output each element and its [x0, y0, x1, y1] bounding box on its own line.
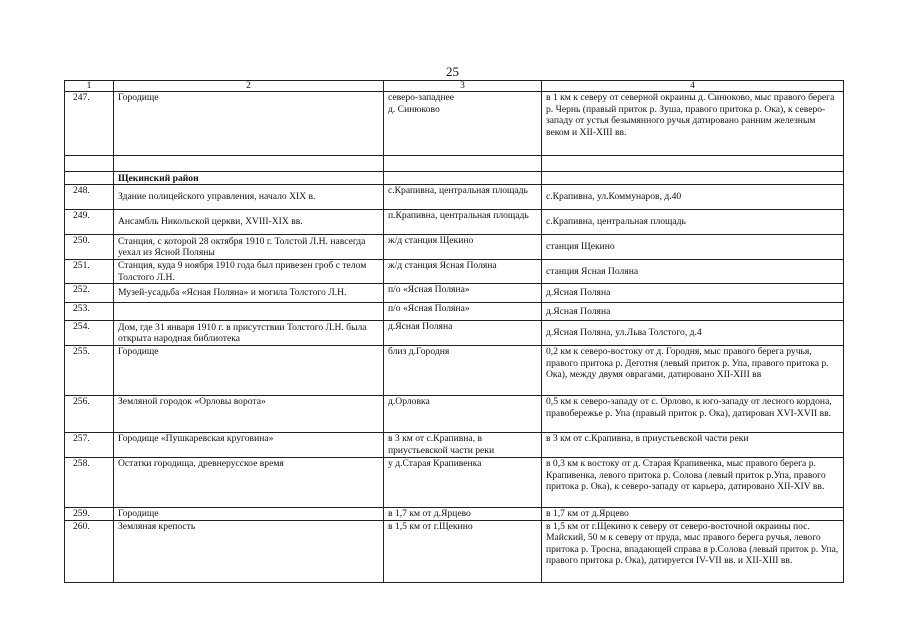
object-name-cell: Городище — [114, 92, 384, 156]
description-cell — [542, 156, 844, 172]
location-cell: ж/д станция Щекино — [384, 235, 542, 260]
object-name-cell: Здание полицейского управления, начало XIX в. — [114, 185, 384, 210]
table-row — [65, 235, 844, 260]
location-cell: в 3 км от с.Крапивна, в приустьевской части реки — [384, 433, 542, 458]
table-row — [65, 210, 844, 235]
object-name-cell: Земляная крепость — [114, 520, 384, 582]
description-cell: станция Щекино — [542, 235, 844, 260]
page-number: 25 — [446, 64, 459, 79]
table-row — [65, 508, 844, 521]
location-cell — [384, 172, 542, 185]
object-name-cell: Городище — [114, 508, 384, 521]
row-number-cell: 257. — [65, 433, 114, 458]
description-cell: в 1,7 км от д.Ярцево — [542, 508, 844, 521]
table-row — [65, 346, 844, 396]
description-cell: с.Крапивна, центральная площадь — [542, 210, 844, 235]
location-cell: с.Крапивна, центральная площадь — [384, 185, 542, 210]
object-name-cell: Музей-усадьба «Ясная Поляна» и могила Толстого Л.Н. — [114, 284, 384, 303]
table-row — [65, 185, 844, 210]
row-number-cell: 249. — [65, 210, 114, 235]
location-cell: д.Орловка — [384, 396, 542, 433]
row-number-cell: 247. — [65, 92, 114, 156]
object-name-cell: Городище — [114, 346, 384, 396]
location-cell — [384, 156, 542, 172]
table-row — [65, 284, 844, 303]
row-number-cell: 248. — [65, 185, 114, 210]
header-cell: 1 — [65, 81, 114, 92]
description-cell: с.Крапивна, ул.Коммунаров, д.40 — [542, 185, 844, 210]
table-row — [65, 321, 844, 346]
description-cell: д.Ясная Поляна, ул.Льва Толстого, д.4 — [542, 321, 844, 346]
header-cell: 2 — [114, 81, 384, 92]
location-cell: у д.Старая Крапивенка — [384, 458, 542, 508]
table-row — [65, 458, 844, 508]
location-cell: п.Крапивна, центральная площадь — [384, 210, 542, 235]
row-number-cell: 254. — [65, 321, 114, 346]
row-number-cell: 250. — [65, 235, 114, 260]
object-name-cell — [114, 303, 384, 321]
object-name-cell: Земляной городок «Орловы ворота» — [114, 396, 384, 433]
row-number-cell: 252. — [65, 284, 114, 303]
location-cell: северо-западнее д. Синюково — [384, 92, 542, 156]
description-cell: в 1,5 км от г.Щекино к северу от северо-восточной окраины пос. Майский, 50 м к северу от пруда, мыс правого берега ручья, левого притока р. Тросна, впадающей справа в р.Солова (левый приток р. Упа, правого притока р. Ока), датируется IV-VII вв. и XII-XIII вв. — [542, 520, 844, 582]
row-number-cell: 258. — [65, 458, 114, 508]
description-cell: д.Ясная Поляна — [542, 284, 844, 303]
description-cell — [542, 172, 844, 185]
monuments-table — [64, 80, 844, 583]
header-cell: 3 — [384, 81, 542, 92]
description-cell: в 3 км от с.Крапивна, в приустьевской части реки — [542, 433, 844, 458]
location-cell: в 1,5 км от г.Щекино — [384, 520, 542, 582]
location-cell: в 1,7 км от д.Ярцево — [384, 508, 542, 521]
district-heading: Щекинский район — [114, 172, 384, 185]
row-number-cell: 260. — [65, 520, 114, 582]
table-row — [65, 396, 844, 433]
row-number-cell — [65, 156, 114, 172]
description-cell: в 1 км к северу от северной окраины д. Синюково, мыс правого берега р. Чернь (правый приток р. Зуша, правого притока р. Ока), к северо-западу от устья безымянного ручья датировано ранним железным веком и XII-XIII вв. — [542, 92, 844, 156]
object-name-cell: Станция, с которой 28 октября 1910 г. Толстой Л.Н. навсегда уехал из Ясной Поляны — [114, 235, 384, 260]
object-name-cell — [114, 156, 384, 172]
table-row — [65, 520, 844, 582]
row-number-cell: 255. — [65, 346, 114, 396]
table-row — [65, 92, 844, 156]
table-row — [65, 156, 844, 172]
object-name-cell: Городище «Пушкаревская круговина» — [114, 433, 384, 458]
table-row — [65, 303, 844, 321]
object-name-cell: Ансамбль Никольской церкви, XVIII-XIX вв. — [114, 210, 384, 235]
location-cell: близ д.Городня — [384, 346, 542, 396]
location-cell: п/о «Ясная Поляна» — [384, 303, 542, 321]
header-cell: 4 — [542, 81, 844, 92]
description-cell: станция Ясная Поляна — [542, 260, 844, 284]
table-row — [65, 260, 844, 284]
table-row — [65, 172, 844, 185]
row-number-cell: 256. — [65, 396, 114, 433]
location-cell: ж/д станция Ясная Поляна — [384, 260, 542, 284]
description-cell: 0,2 км к северо-востоку от д. Городня, мыс правого берега ручья, правого притока р. Деготня (левый приток р. Упа, правого притока р. Ока), между двумя оврагами, датировано XII-XIII вв — [542, 346, 844, 396]
description-cell: д.Ясная Поляна — [542, 303, 844, 321]
table-row — [65, 433, 844, 458]
description-cell: 0,5 км к северо-западу от с. Орлово, к юго-западу от лесного кордона, правобережье р. Упа (правый приток р. Ока), датирован XVI-XVII вв. — [542, 396, 844, 433]
description-cell: в 0,3 км к востоку от д. Старая Крапивенка, мыс правого берега р. Крапивенка, левого притока р. Солова (левый приток р.Упа, правого притока р. Ока), к северо-западу от карьера, датировано XII-XIV вв. — [542, 458, 844, 508]
row-number-cell: 253. — [65, 303, 114, 321]
object-name-cell: Дом, где 31 января 1910 г. в присутствии Толстого Л.Н. была открыта народная библиотека — [114, 321, 384, 346]
table-header-row — [65, 81, 844, 92]
object-name-cell: Остатки городища, древнерусское время — [114, 458, 384, 508]
location-cell: д.Ясная Поляна — [384, 321, 542, 346]
location-cell: п/о «Ясная Поляна» — [384, 284, 542, 303]
row-number-cell: 259. — [65, 508, 114, 521]
row-number-cell — [65, 172, 114, 185]
object-name-cell: Станция, куда 9 ноября 1910 года был привезен гроб с телом Толстого Л.Н. — [114, 260, 384, 284]
row-number-cell: 251. — [65, 260, 114, 284]
